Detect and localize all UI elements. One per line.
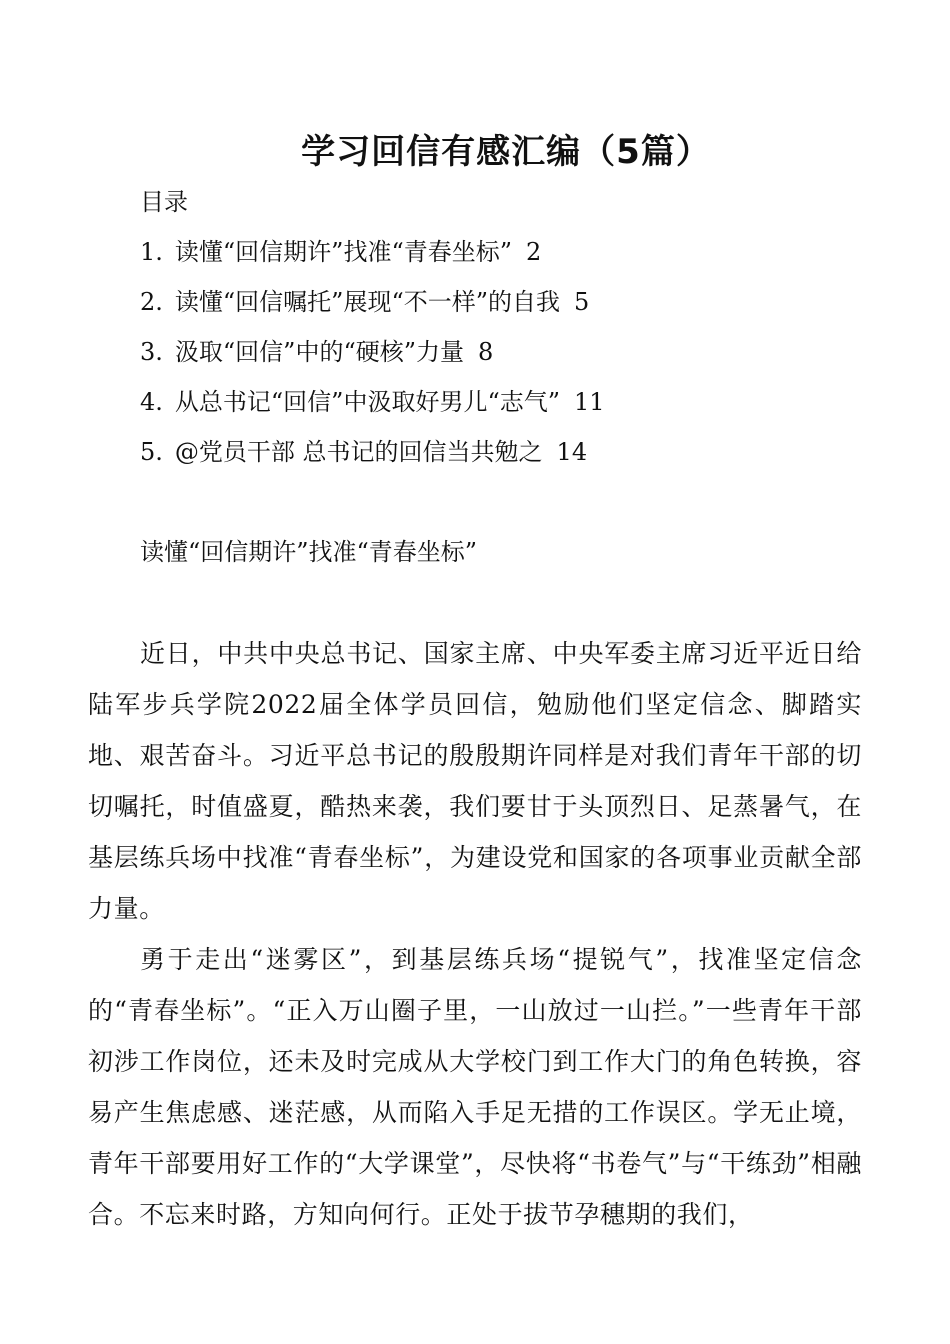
toc-item-text: 读懂“回信嘱托”展现“不一样”的自我 bbox=[174, 288, 560, 316]
toc-item[interactable] bbox=[140, 282, 605, 332]
toc-item-page: 8 bbox=[477, 338, 494, 366]
toc-heading: 目录 bbox=[140, 188, 188, 216]
toc-item[interactable] bbox=[140, 382, 605, 432]
body-paragraph: 近日，中共中央总书记、国家主席、中央军委主席习近平近日给陆军步兵学院2022届全体学员回信，勉励他们坚定信念、脚踏实地、艰苦奋斗。习近平总书记的殷殷期许同样是对我们青年干部的切切嘱托，时值盛夏，酷热来袭，我们要甘于头顶烈日、足蒸暑气，在基层练兵场中找准“青春坐标”，为建设党和国家的各项事业贡献全部力量。 bbox=[88, 639, 862, 923]
table-of-contents bbox=[140, 232, 605, 482]
toc-item-page: 5 bbox=[573, 288, 590, 316]
toc-item-text: @党员干部 总书记的回信当共勉之 bbox=[174, 438, 543, 466]
toc-item[interactable] bbox=[140, 432, 605, 482]
toc-item[interactable] bbox=[140, 332, 605, 382]
toc-item-number: 2. bbox=[140, 288, 163, 316]
toc-item-text: 从总书记“回信”中汲取好男儿“志气” bbox=[174, 388, 560, 416]
document-title: 学习回信有感汇编（5篇） bbox=[301, 132, 711, 172]
toc-item-page: 2 bbox=[525, 238, 542, 266]
toc-item-page: 11 bbox=[573, 388, 605, 416]
toc-item-text: 汲取“回信”中的“硬核”力量 bbox=[174, 338, 464, 366]
article-body bbox=[88, 628, 862, 1240]
toc-item-page: 14 bbox=[556, 438, 588, 466]
toc-item-number: 1. bbox=[140, 238, 163, 266]
toc-item-text: 读懂“回信期许”找准“青春坐标” bbox=[174, 238, 512, 266]
body-paragraph: 勇于走出“迷雾区”，到基层练兵场“提锐气”，找准坚定信念的“青春坐标”。“正入万山圈子里，一山放过一山拦。”一些青年干部初涉工作岗位，还未及时完成从大学校门到工作大门的角色转换，容易产生焦虑感、迷茫感，从而陷入手足无措的工作误区。学无止境，青年干部要用好工作的“大学课堂”，尽快将“书卷气”与“干练劲”相融合。不忘来时路，方知向何行。正处于拔节孕穗期的我们， bbox=[88, 945, 862, 1229]
toc-item-number: 5. bbox=[140, 438, 163, 466]
toc-item-number: 3. bbox=[140, 338, 163, 366]
section-heading: 读懂“回信期许”找准“青春坐标” bbox=[140, 538, 478, 566]
toc-item[interactable] bbox=[140, 232, 605, 282]
toc-item-number: 4. bbox=[140, 388, 163, 416]
